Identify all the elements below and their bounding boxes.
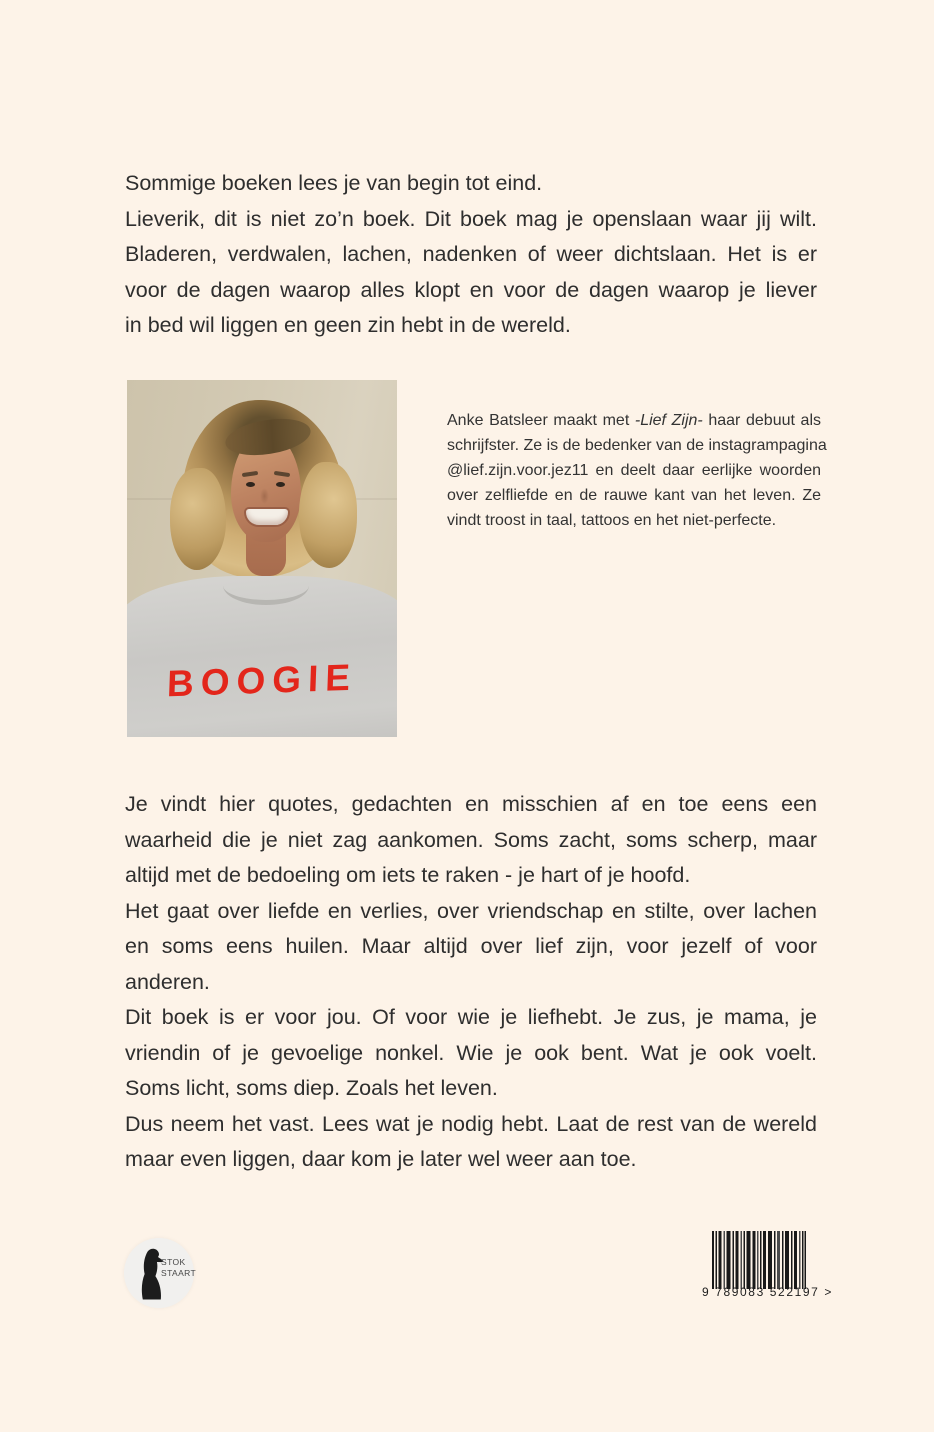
isbn-number: 9 789083 522197 > [702,1285,833,1299]
author-nose [260,488,269,504]
text-line: @lief.zijn.voor.jez11 en deelt daar eerlijke woorden [447,462,821,479]
text-line: altijd met de bedoeling om iets te raken - je hart of je hoofd. [125,863,691,887]
text-line: Lieverik, dit is niet zo’n boek. Dit boek mag je openslaan waar jij wilt. [125,206,817,231]
author-smile [244,507,290,527]
text-line: maar even liggen, daar kom je later wel weer aan toe. [125,1147,637,1171]
author-eye-right [276,482,285,487]
text-line: Het gaat over liefde en verlies, over vriendschap en stilte, over lachen [125,898,817,923]
author-photo [127,380,397,737]
text-line: en soms eens huilen. Maar altijd over lief zijn, voor jezelf of voor [125,934,817,958]
barcode-bars [712,1231,806,1289]
text-line: anderen. [125,969,210,994]
text-line: vindt troost in taal, tattoos en het niet-perfecte. [447,512,777,529]
author-hair-curl-right [299,462,357,568]
paragraph [125,1107,817,1178]
author-hair-curl-left [170,468,226,570]
text-line: Bladeren, verdwalen, lachen, nadenken of weer dichtslaan. Het is er [125,242,817,266]
text-line: Je vindt hier quotes, gedachten en misschien af en toe eens een [125,792,817,816]
book-title-italic: -Lief Zijn- [634,412,703,429]
publisher-logo [124,1238,197,1308]
text-line: waarheid die je niet zag aankomen. Soms zacht, soms scherp, maar [125,827,817,852]
text-line: vriendin of je gevoelige nonkel. Wie je ook bent. Wat je ook voelt. [125,1040,817,1065]
publisher-name-line2: STAART [161,1267,197,1278]
bio-line1-pre: Anke Batsleer maakt met [447,412,635,429]
text-line: schrijfster. Ze is de bedenker van de instagrampagina [447,437,827,454]
publisher-name-line1: STOK [161,1257,186,1267]
sweatshirt-collar [223,566,309,605]
text-line: Dus neem het vast. Lees wat je nodig hebt. Laat de rest van de wereld [125,1111,817,1136]
paragraph [125,1000,817,1107]
intro-text [125,166,817,344]
sweatshirt-print-text: BOOGIE [166,656,358,705]
paragraph [125,202,817,344]
bio-line1-post: haar debuut als [702,412,821,429]
text-line: Soms licht, soms diep. Zoals het leven. [125,1076,498,1100]
text-line: Dit boek is er voor jou. Of voor wie je liefhebt. Je zus, je mama, je [125,1005,817,1029]
barcode [702,1231,833,1299]
text-line [447,408,821,433]
text-line: in bed wil liggen en geen zin hebt in de wereld. [125,313,571,337]
paragraph [125,894,817,1001]
paragraph [125,166,817,202]
paragraph [125,787,817,894]
author-bio [447,408,827,533]
text-line: voor de dagen waarop alles klopt en voor de dagen waarop je liever [125,277,817,302]
text-line: Sommige boeken lees je van begin tot eind. [125,171,543,195]
author-eye-left [246,482,255,487]
main-text [125,787,817,1178]
text-line: over zelfliefde en de rauwe kant van het leven. Ze [447,487,821,504]
publisher-name [161,1257,196,1278]
